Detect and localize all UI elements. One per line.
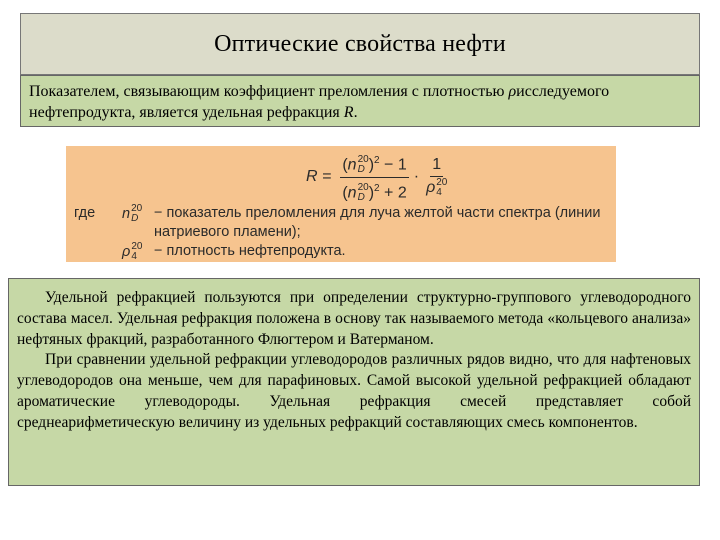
intro-text-middle: исследуемого нефтепродукта, является удельная рефракция [29, 83, 610, 121]
rho-symbol: ρ [508, 83, 517, 100]
definition-symbol-rho: ρ 20 4 [122, 241, 143, 262]
formula-second-denominator: ρ 20 4 [426, 177, 448, 199]
formula-definitions [74, 204, 614, 262]
definition-row-n [74, 204, 614, 242]
formula-fraction-density [424, 155, 449, 198]
body-paragraph-2: При сравнении удельной рефракции углеводородов различных рядов видно, что для нафтеновых углеводородов она меньше, чем для парафиновых. Самой высокой удельной рефракцией обладают ароматические углеводороды. Удельная рефракция смесей представляет собой среднеарифметическую величину из удельных рефракций составляющих смесь компонентов. [17, 351, 691, 431]
definition-row-rho [74, 242, 614, 262]
intro-text-start: Показателем, связывающим коэффициент преломления с плотностью [29, 83, 509, 100]
formula-denominator: (n 20 D )$^2$ + 2 [342, 181, 407, 203]
formula-fraction-main [340, 151, 408, 203]
definition-text-rho: − плотность нефтепродукта. [154, 243, 346, 259]
intro-box [20, 75, 700, 127]
page-title: Оптические свойства нефти [214, 30, 506, 57]
formula-numerator: (n 20 D )$^2$ − 1 [340, 151, 408, 177]
definition-text-n: − показатель преломления для луча желтой части спектра (линии натриевого пламени); [154, 205, 601, 240]
definition-symbol-n: n 20 D [122, 203, 143, 224]
body-text-box [8, 278, 700, 486]
formula-lhs: R = [306, 168, 332, 185]
r-symbol: R [343, 104, 354, 121]
formula-box [66, 146, 616, 262]
intro-text-end: . [353, 104, 358, 121]
definition-label-empty [74, 242, 122, 262]
specific-refraction-formula: R = (n 20 D )$^2$ − 1 (n 20 D )$^2$ + 2 · 1 ρ 20 4 [306, 151, 452, 203]
formula-second-numerator: 1 [430, 155, 443, 177]
definition-label: где [74, 205, 96, 221]
body-paragraph-1: Удельной рефракцией пользуются при определении структурно-группового углеводородного состава масел. Удельная рефракция положена в основу так называемого метода «кольцевого анализа» нефтяных фракций, разработанного Флюгтером и Ватерманом. [17, 289, 691, 348]
title-banner [20, 13, 700, 75]
